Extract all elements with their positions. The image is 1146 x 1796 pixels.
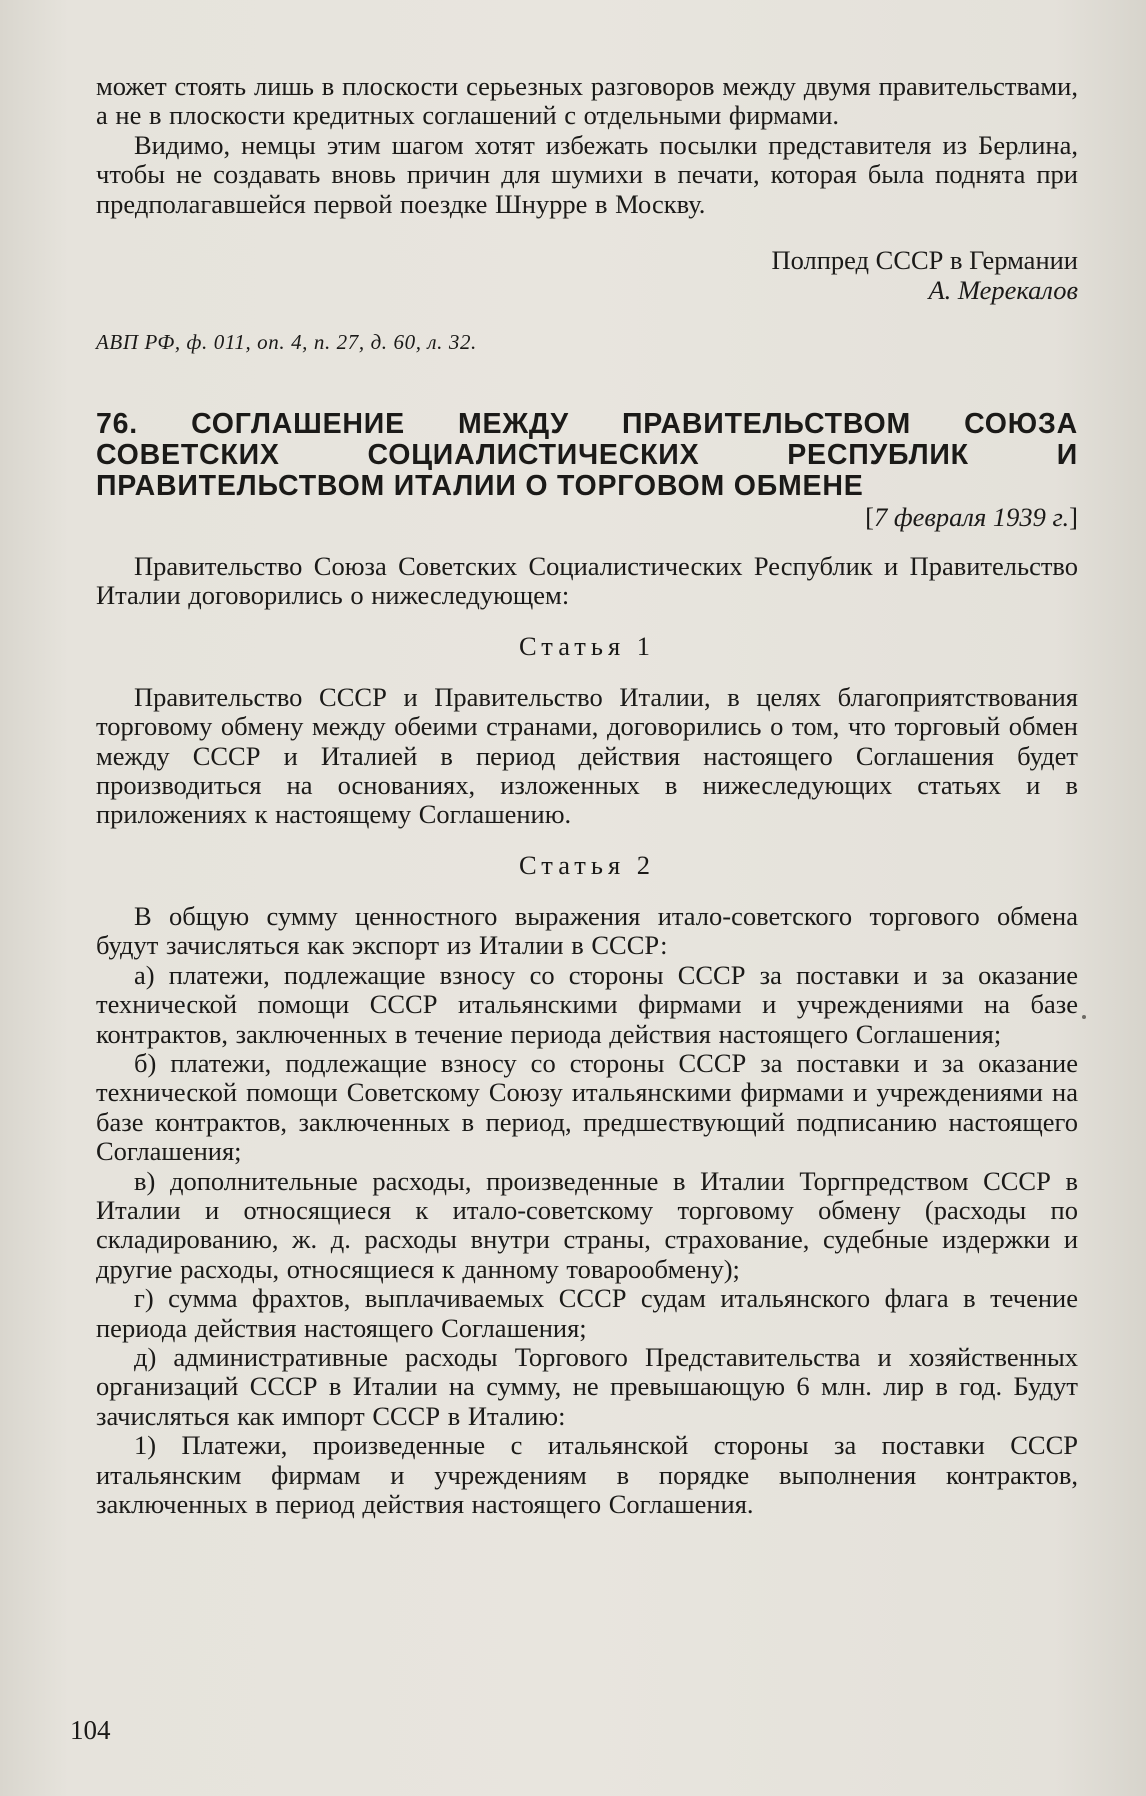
article-2-intro: В общую сумму ценностного выражения итало-советского торгового обмена будут зачисляться как экспорт из Италии в СССР:	[96, 900, 1078, 961]
article-2-item-g: г) сумма фрахтов, выплачиваемых СССР судам итальянского флага в течение периода действия настоящего Соглашения;	[96, 1283, 1078, 1343]
document-date	[96, 502, 1078, 532]
article-2-heading: Статья 2	[518, 849, 656, 880]
print-speck	[1082, 1015, 1086, 1019]
paragraph-continuation: может стоять лишь в плоскости серьезных разговоров между двумя правительствами, а не в плоскости кредитных соглашений с отдельными фирмами.	[96, 71, 1078, 131]
signature-block	[96, 245, 1078, 305]
article-2-item-b: б) платежи, подлежащие взносу со стороны СССР за поставки и за оказание технической помощи Советскому Союзу итальянскими фирмами и учреждениями на базе контрактов, заключенных в период, предшествующий подписанию настоящего Соглашения;	[96, 1047, 1078, 1167]
paragraph-germans: Видимо, немцы этим шагом хотят избежать посылки представителя из Берлина, чтобы не создавать вновь причин для шумихи в печати, которая была поднята при предполагавшейся первой поездке Шнурре в Москву.	[96, 129, 1078, 219]
signature-name: А. Мерекалов	[928, 275, 1078, 306]
date-bracket-close: ]	[1069, 502, 1078, 533]
date-text: 7 февраля 1939 г.	[873, 502, 1070, 533]
document-title: 76. СОГЛАШЕНИЕ МЕЖДУ ПРАВИТЕЛЬСТВОМ СОЮЗА СОВЕТСКИХ СОЦИАЛИСТИЧЕСКИХ РЕСПУБЛИК И ПРАВИТЕЛЬСТВОМ ИТАЛИИ О ТОРГОВОМ ОБМЕНЕ	[96, 408, 1078, 503]
article-2-item-v: в) дополнительные расходы, произведенные в Италии Торгпредством СССР в Италии и относящиеся к итало-советскому торговому обмену (расходы по складированию, ж. д. расходы внутри страны, страхование, судебные издержки и другие расходы, относящиеся к данному товарообмену);	[96, 1165, 1078, 1284]
page-number: 104	[70, 1715, 111, 1745]
article-1-text: Правительство СССР и Правительство Италии, в целях благоприятствования торговому обмену между обеими странами, договорились о том, что торговый обмен между СССР и Италией в период действия настоящего Соглашения будет производиться на основаниях, изложенных в нижеследующих статьях и в приложениях к настоящему Соглашению.	[96, 681, 1078, 830]
date-bracket-open: [	[865, 502, 874, 533]
archive-reference: АВП РФ, ф. 011, оп. 4, п. 27, д. 60, л. 32.	[96, 330, 477, 355]
preamble: Правительство Союза Советских Социалистических Республик и Правительство Италии договорились о нижеследующем:	[96, 551, 1078, 611]
article-2-item-a: а) платежи, подлежащие взносу со стороны СССР за поставки и за оказание технической помощи СССР итальянскими фирмами и учреждениями на базе контрактов, заключенных в течение периода действия настоящего Соглашения;	[96, 959, 1078, 1049]
article-2-item-1: 1) Платежи, произведенные с итальянской стороны за поставки СССР итальянским фирмам и учреждениям в порядке выполнения контрактов, заключенных в период действия настоящего Соглашения.	[96, 1430, 1078, 1519]
article-2-item-d: д) административные расходы Торгового Представительства и хозяйственных организаций СССР в Италии на сумму, не превышающую 6 млн. лир в год. Будут зачисляться как импорт СССР в Италию:	[96, 1341, 1078, 1431]
signature-position: Полпред СССР в Германии	[771, 245, 1078, 276]
text-column	[96, 72, 1078, 1519]
article-1-heading: Статья 1	[518, 630, 656, 661]
